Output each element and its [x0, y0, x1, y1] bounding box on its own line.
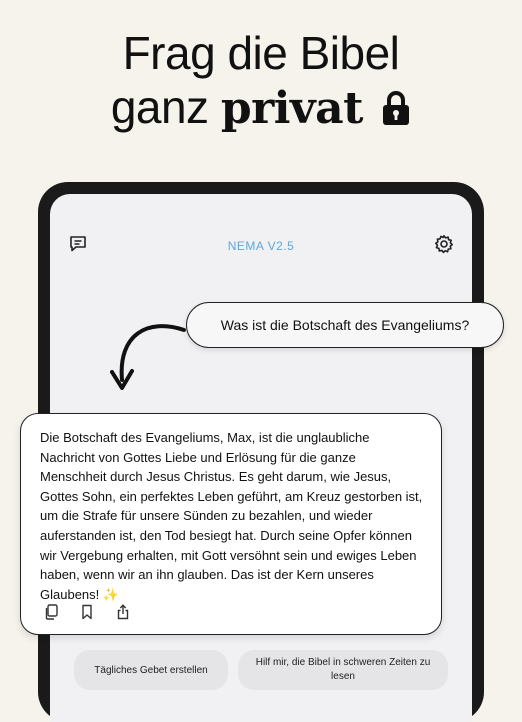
answer-actions	[43, 604, 131, 620]
headline	[0, 26, 522, 138]
curved-arrow-icon	[104, 318, 186, 394]
suggestion-daily-prayer[interactable]: Tägliches Gebet erstellen	[74, 650, 228, 690]
gear-icon[interactable]	[434, 234, 454, 259]
headline-line-2	[0, 80, 522, 138]
answer-text	[40, 428, 423, 604]
headline-bold-word: privat	[220, 83, 363, 134]
app-title: NEMA V2.5	[227, 239, 295, 253]
bookmark-icon[interactable]	[79, 604, 95, 620]
headline-line-1: Frag die Bibel	[122, 27, 400, 79]
user-message-text: Was ist die Botschaft des Evangeliums?	[220, 317, 470, 333]
lock-icon	[381, 84, 411, 138]
share-icon[interactable]	[115, 604, 131, 620]
headline-normal-word: ganz	[110, 81, 209, 133]
answer-body: Die Botschaft des Evangeliums, Max, ist die unglaubliche Nachricht von Gottes Liebe und Erlösung für die ganze Menschheit durch Jesus Christus. Es geht darum, wie Jesus, Gottes Sohn, ein perfektes Leben geführt, am Kreuz gestorben ist, um die Strafe für unsere Sünden zu bezahlen, und wieder auferstanden ist, den Tod besiegt hat. Durch seine Opfer können wir Vergebung erhalten, mit Gott versöhnt sein und ewiges Leben haben, wenn wir an ihn glauben. Das ist der Kern unseres Glaubens!	[40, 430, 423, 602]
sparkle-emoji: ✨	[102, 586, 120, 602]
user-message-bubble	[186, 302, 504, 348]
suggestion-bible-hard-times[interactable]: Hilf mir, die Bibel in schweren Zeiten zu lesen	[238, 650, 448, 690]
answer-bubble	[20, 413, 442, 635]
copy-icon[interactable]	[43, 604, 59, 620]
